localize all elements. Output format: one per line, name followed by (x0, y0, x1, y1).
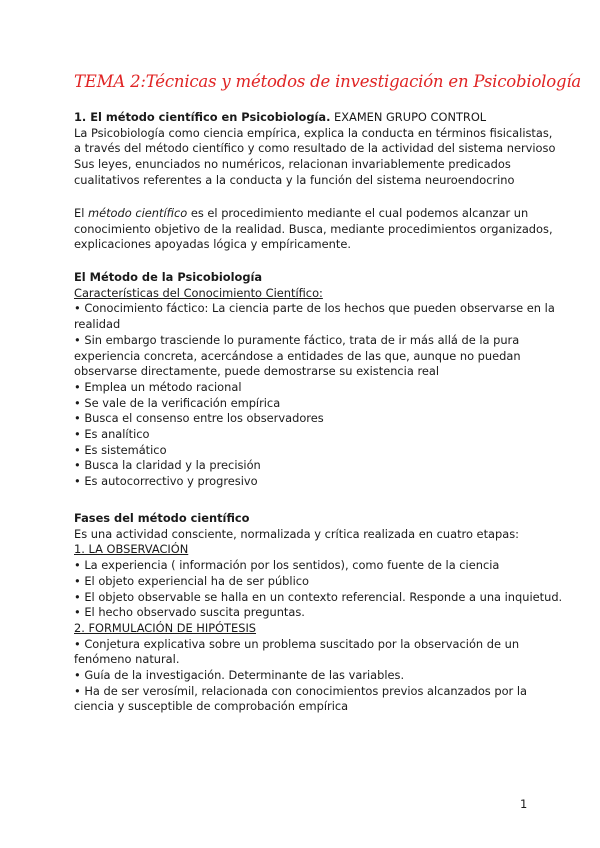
list-item: • El hecho observado suscita preguntas. (74, 605, 305, 620)
definition-first-line (74, 206, 544, 222)
list-item: • Busca el consenso entre los observadores (74, 411, 324, 426)
list-item: • El objeto experiencial ha de ser público (74, 573, 309, 588)
list-item: • Emplea un método racional (74, 379, 242, 394)
paragraph-line: conocimiento objetivo de la realidad. Busca, mediante procedimientos organizados, (74, 221, 553, 236)
list-item: • Sin embargo trasciende lo puramente fáctico, trata de ir más allá de la pura (74, 332, 520, 347)
paragraph-line: explicaciones apoyadas lógica y empíricamente. (74, 237, 351, 252)
list-item: • Es analítico (74, 427, 150, 442)
page-number: 1 (520, 797, 528, 811)
list-item: • Ha de ser verosímil, relacionada con conocimientos previos alcanzados por la (74, 683, 528, 698)
observation-heading: 1. LA OBSERVACIÓN (74, 542, 189, 557)
section-1-heading-bold: 1. El método científico en Psicobiología. (74, 110, 331, 124)
definition-prefix: El (74, 206, 88, 220)
definition-suffix: es el procedimiento mediante el cual podemos alcanzar un (187, 206, 529, 220)
list-item: • Busca la claridad y la precisión (74, 458, 261, 473)
paragraph-line: Sus leyes, enunciados no numéricos, relacionan invariablemente predicados (74, 157, 511, 172)
list-item: experiencia concreta, acercándose a entidades de las que, aunque no puedan (74, 348, 521, 363)
section-1-heading-rest: EXAMEN GRUPO CONTROL (330, 110, 487, 124)
list-item: fenómeno natural. (74, 652, 180, 667)
list-item: realidad (74, 317, 121, 332)
paragraph-line: cualitativos referentes a la conducta y la función del sistema neuroendocrino (74, 172, 515, 187)
list-item: • Se vale de la verificación empírica (74, 395, 281, 410)
list-item: • Conocimiento fáctico: La ciencia parte de los hechos que pueden observarse en la (74, 301, 555, 316)
paragraph-line: La Psicobiología como ciencia empírica, explica la conducta en términos fisicalistas, (74, 125, 553, 140)
hypothesis-heading: 2. FORMULACIÓN DE HIPÓTESIS (74, 620, 257, 635)
list-item: • El objeto observable se halla en un contexto referencial. Responde a una inquietud. (74, 589, 563, 604)
method-section (74, 270, 555, 490)
list-item: • Es autocorrectivo y progresivo (74, 474, 258, 489)
list-item: • Es sistemático (74, 442, 167, 457)
list-item: • Conjetura explicativa sobre un problema suscitado por la observación de un (74, 636, 520, 651)
section-1-heading (74, 110, 544, 126)
phases-heading: Fases del método científico (74, 511, 250, 525)
document-title: TEMA 2:Técnicas y métodos de investigación en Psicobiología (74, 72, 582, 91)
list-item: • Guía de la investigación. Determinante de las variables. (74, 668, 405, 683)
list-item: observarse directamente, puede demostrarse su existencia real (74, 364, 440, 379)
definition-paragraph (74, 206, 553, 253)
phases-section (74, 511, 563, 715)
method-heading: El Método de la Psicobiología (74, 270, 263, 284)
definition-italic-term: método científico (87, 206, 188, 220)
paragraph-line: a través del método científico y como resultado de la actividad del sistema nervioso (74, 141, 556, 156)
list-item: • La experiencia ( información por los sentidos), como fuente de la ciencia (74, 558, 500, 573)
section-1 (74, 110, 556, 189)
method-subheading: Características del Conocimiento Científico: (74, 285, 323, 300)
phases-intro: Es una actividad consciente, normalizada y crítica realizada en cuatro etapas: (74, 526, 519, 541)
list-item: ciencia y susceptible de comprobación empírica (74, 699, 349, 714)
